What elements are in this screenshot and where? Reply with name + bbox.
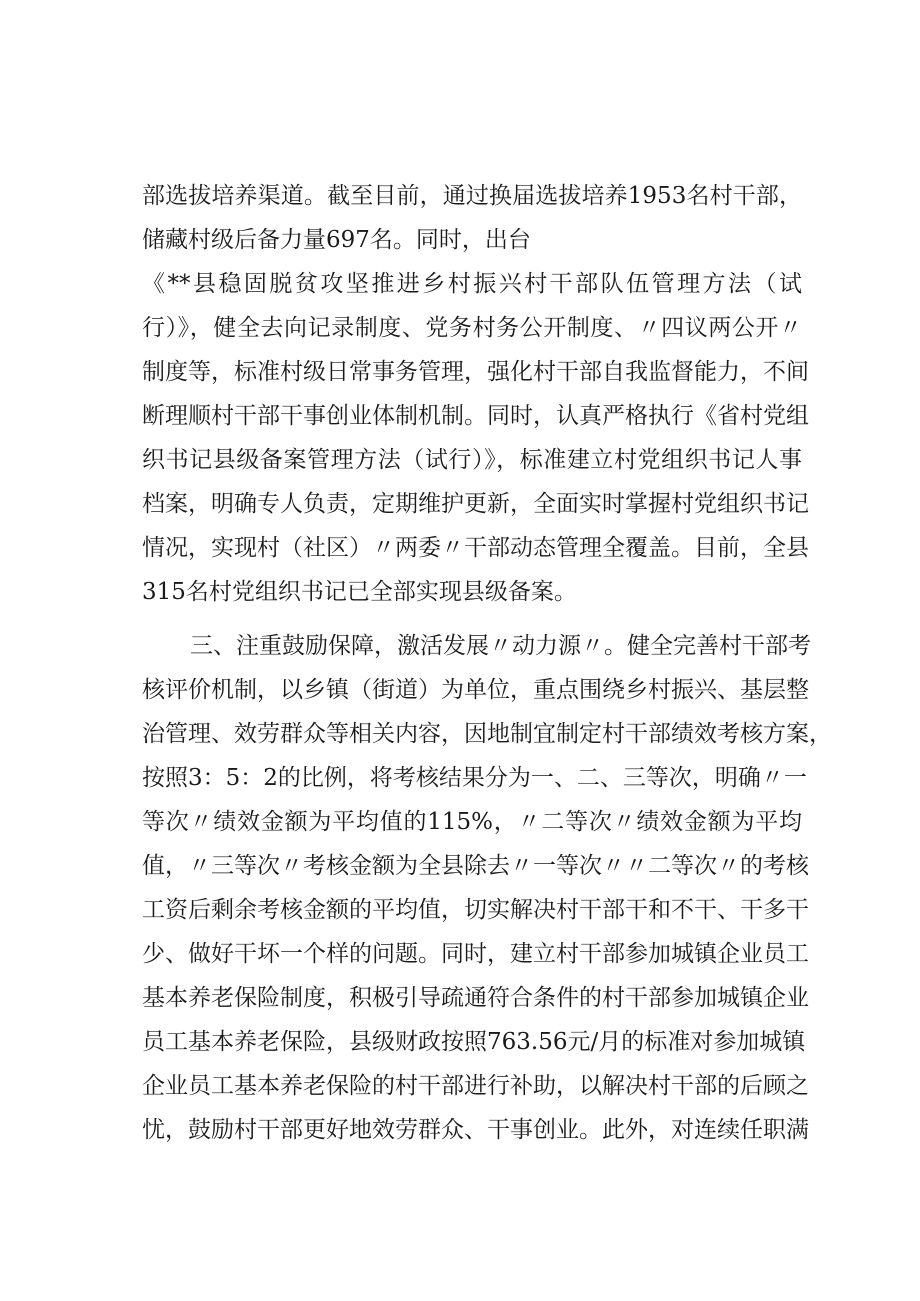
paragraph-line: 少、做好干坏一个样的问题。同时，建立村干部参加城镇企业员工 (142, 941, 809, 967)
paragraph-line: 按照3：5：2的比例，将考核结果分为一、二、三等次，明确〃一 (142, 765, 807, 791)
paragraph-line: 工资后剩余考核金额的平均值，切实解决村干部干和不干、干多干 (142, 897, 809, 923)
paragraph-line: 值，〃三等次〃考核金额为全县除去〃一等次〃〃二等次〃的考核 (142, 853, 809, 879)
paragraph-line: 三、注重鼓励保障，激活发展〃动力源〃。健全完善村干部考 (190, 633, 811, 659)
paragraph-line: 断理顺村干部干事创业体制机制。同时，认真严格执行《省村党组 (142, 403, 809, 429)
paragraph-line: 员工基本养老保险，县级财政按照763.56元/月的标准对参加城镇 (142, 1029, 806, 1055)
paragraph-line: 制度等，标准村级日常事务管理，强化村干部自我监督能力，不间 (142, 359, 809, 385)
paragraph-line: 情况，实现村（社区）〃两委〃干部动态管理全覆盖。目前，全县 (142, 535, 809, 561)
paragraph-line: 忧，鼓励村干部更好地效劳群众、干事创业。此外，对连续任职满 (142, 1117, 809, 1143)
paragraph-line: 等次〃绩效金额为平均值的115%，〃二等次〃绩效金额为平均 (142, 809, 802, 835)
paragraph-line: 企业员工基本养老保险的村干部进行补助，以解决村干部的后顾之 (142, 1073, 809, 1099)
paragraph-line: 档案，明确专人负责，定期维护更新，全面实时掌握村党组织书记 (142, 491, 809, 517)
paragraph-line: 核评价机制，以乡镇（街道）为单位，重点围绕乡村振兴、基层整 (142, 677, 809, 703)
paragraph-line: 行）》，健全去向记录制度、党务村务公开制度、〃四议两公开〃 (142, 315, 802, 341)
paragraph-line: 《**县稳固脱贫攻坚推进乡村振兴村干部队伍管理方法（试 (142, 271, 802, 297)
paragraph-line: 部选拔培养渠道。截至目前，通过换届选拔培养1953名村干部， (142, 183, 802, 209)
paragraph-line: 织书记县级备案管理方法（试行）》，标准建立村党组织书记人事 (142, 447, 802, 473)
paragraph-line: 基本养老保险制度，积极引导疏通符合条件的村干部参加城镇企业 (142, 985, 809, 1011)
paragraph-line: 治管理、效劳群众等相关内容，因地制宜制定村干部绩效考核方案， (142, 721, 832, 747)
paragraph-line: 储藏村级后备力量697名。同时，出台 (142, 227, 531, 253)
paragraph-line: 315名村党组织书记已全部实现县级备案。 (142, 579, 577, 605)
